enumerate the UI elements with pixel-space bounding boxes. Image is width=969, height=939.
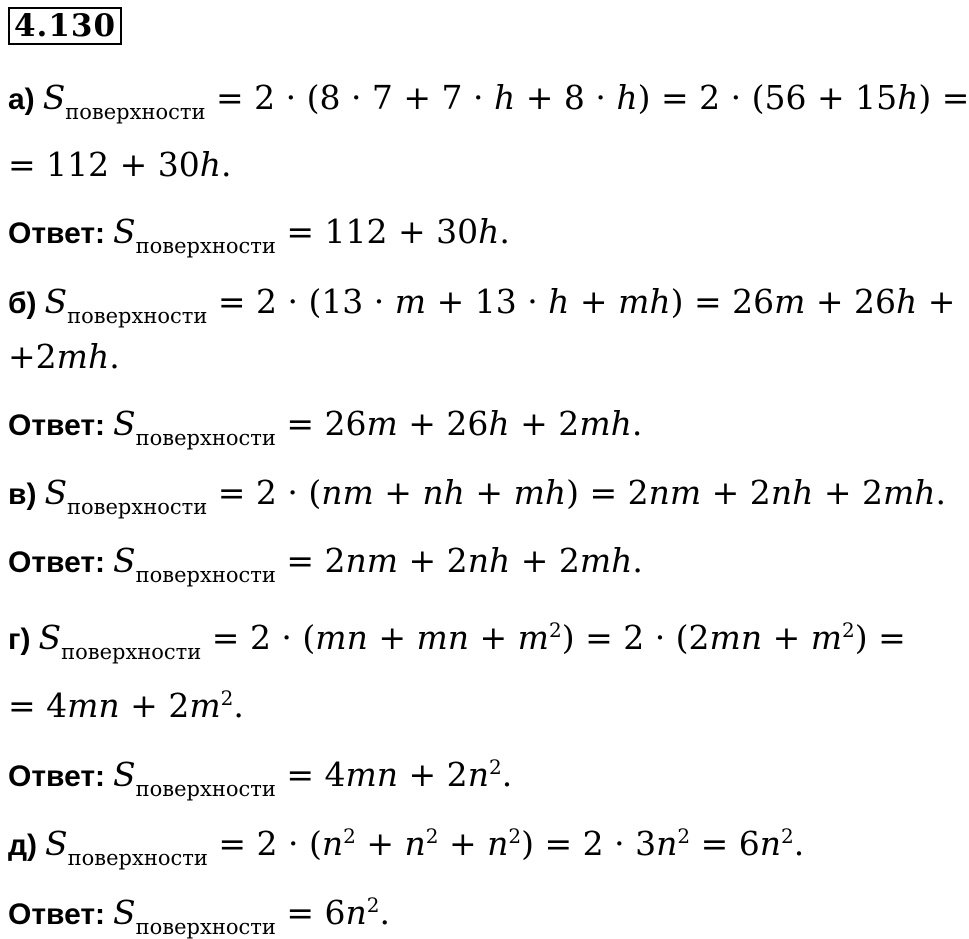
answer-label: Ответ: [8, 546, 106, 579]
part-tag-d: д) [8, 829, 38, 862]
task-number: 4.130 [8, 7, 122, 45]
formula-a-2: = 112 + 30h. [8, 145, 232, 184]
answer-d-formula: $S_{поверхности} = 6n^2$. [113, 893, 390, 939]
line-a-1 [8, 78, 969, 122]
answer-g-formula: $S_{поверхности} = 4mn + 2n^2$. [113, 755, 513, 801]
formula-g-2: = $4mn + 2m^2$. [8, 686, 244, 725]
formula-b-2: +2mh. [8, 337, 120, 376]
answer-label: Ответ: [8, 760, 106, 793]
answer-label: Ответ: [8, 409, 106, 442]
formula-v-1: $S_{поверхности} = 2 \cdot (nm$ + nh + mh) = 2nm + 2nh + 2mh. [44, 473, 947, 519]
part-tag-b: б) [8, 287, 37, 320]
answer-b-formula: $S_{поверхности} = 26m + 26h + 2mh$. [113, 404, 643, 450]
formula-a-1: $S_{поверхности} = 2 \cdot (8 \cdot 7 + 7 \cdot h + 8 \cdot h) = 2 \cdot (56 + 15h)$ = [42, 78, 969, 124]
answer-a-formula: $S_{поверхности} = 112 + 30h$. [113, 212, 510, 258]
line-d-1 [8, 816, 804, 868]
part-tag-v: в) [8, 478, 37, 511]
part-tag-a: а) [8, 83, 35, 116]
answer-a [8, 212, 510, 256]
part-tag-g: г) [8, 623, 31, 656]
answer-g [8, 747, 512, 799]
line-g-2 [8, 678, 244, 726]
answer-b [8, 404, 642, 448]
answer-d [8, 885, 390, 937]
line-b-2 [8, 337, 120, 377]
line-v-1 [8, 473, 946, 517]
line-a-2 [8, 145, 232, 185]
formula-b-1: $S_{поверхности} = 2 \cdot (13 \cdot m + 13 \cdot h + mh) = 26m + 26h$ + [44, 282, 956, 328]
answer-label: Ответ: [8, 217, 106, 250]
formula-g-1: $S_{поверхности} = 2 \cdot (mn$ + mn + $m^2) = 2 \cdot (2mn + m^2)$ = [38, 618, 906, 664]
answer-label: Ответ: [8, 898, 106, 931]
answer-v-formula: $S_{поверхности} = 2nm + 2nh + 2mh$. [113, 541, 643, 587]
answer-v [8, 541, 643, 585]
line-b-1 [8, 282, 955, 326]
line-g-1 [8, 610, 906, 662]
formula-d-1: $S_{поверхности} = 2 \cdot (n^2 + n^2 + n^2) = 2 \cdot 3n^2 = 6n^2$. [45, 824, 805, 870]
